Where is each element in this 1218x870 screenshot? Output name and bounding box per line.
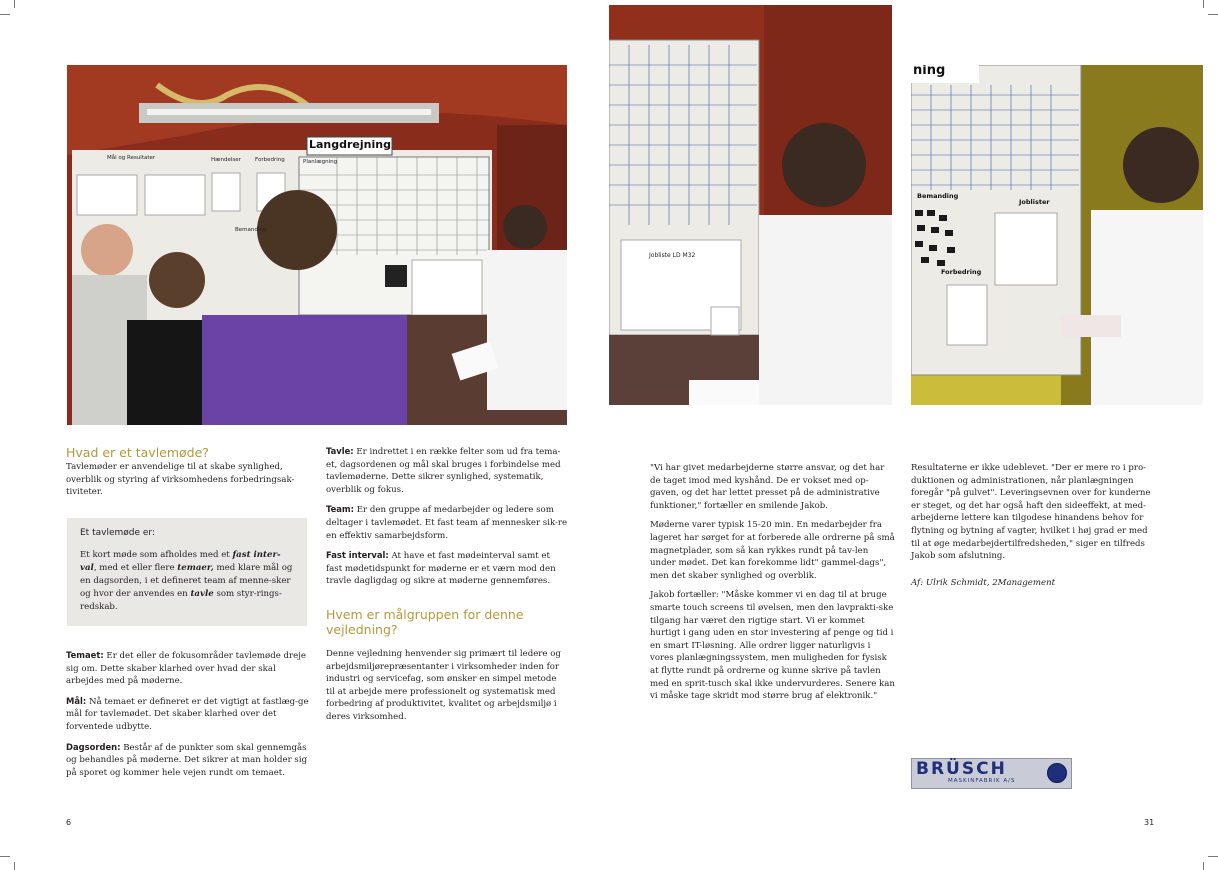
crop-mark (1208, 856, 1218, 857)
definition-box-text: Et kort møde som afholdes med et fast inter-val, med et eller flere temaer, med klare mål og en dagsorden, i et defineret team af menne-sker og hvor der anvendes en tavle som styr-rings-redskab. (80, 550, 293, 612)
quote-paragraph-2: Møderne varer typisk 15-20 min. En medarbejder fra lageret har sørget for at forberede alle ordrerne på små magnetplader, som så kan rykkes rundt på tav-len under mødet. Det kan forekomme lidt" gammel-dags", men det skaber synlighed og overblik. (650, 520, 895, 581)
board-title: Langdrejning (309, 138, 391, 151)
quote-paragraph-3: Jakob fortæller: "Måske kommer vi en dag til at bruge smarte touch screens til øvelsen, men den lavprakti-ske tilgang har været den rigtige start. Vi er kommet hurtigt i gang uden en stor investering af penge og tid i en smart IT-løsning. Alle ordrer ligger naturligvis i vores planlægningssystem, men muligheden for fysisk at flytte rundt på ordrerne og kunne skrive på tavlen med en sprit-tusch skal ikke undervurderes. Senere kan vi måske tage skridt mod større brug af elektronik." (650, 590, 895, 702)
crop-mark (0, 856, 10, 857)
results-paragraph: Resultaterne er ikke udeblevet. "Der er mere ro i pro-duktionen og administrationen, når planlægningen foregår "på gulvet". Leveringsevnen over for kunderne er steget, og det har også haft den sideeffekt, at med-arbejderne lettere kan tilgodese hinandens behov for flytning og bytning af vagter, hvilket i høj grad er med til at øge medarbejdertilfredsheden," siger en tilfreds Jakob som afslutning. (911, 463, 1151, 562)
crop-mark (1203, 0, 1204, 8)
board-label-haendelser: Hændelser (211, 157, 241, 163)
heading-target-group: Hvem er målgruppen for denne vejledning? (326, 607, 524, 637)
board-label-mal: Mål og Resultater (107, 155, 156, 161)
quote-paragraph-1: "Vi har givet medarbejderne større ansvar, og det har de taget imod med kyshånd. De er vokset med op-gaven, og det har lettet presset på de administrative funktioner," fortæller en smilende Jakob. (650, 463, 885, 511)
crop-mark (14, 0, 15, 8)
page-number-right: 31 (1144, 818, 1155, 827)
byline: Af: Ulrik Schmidt, 2Management (911, 577, 1056, 588)
board-label-bemanding-2: Bemanding (917, 192, 959, 200)
definition-box-title: Et tavlemøde er: (80, 528, 155, 538)
board-label-planlaegning: Planlægning (303, 159, 338, 165)
right-column-2 (911, 462, 1156, 596)
target-group-text: Denne vejledning henvender sig primært til ledere og arbejdsmiljørepræsentanter i virksomheder inden for industri og servicefag, som ønsker en simpel metode til at arbejde mere professionelt og systematisk med forbedring af produktivitet, kvalitet og arbejdsmiljø i deres virksomhed. (326, 649, 561, 722)
def-maal: Mål: Nå temaet er defineret er det vigtigt at fastlæg-ge mål for tavlemødet. Det skaber klarhed over det forventede udbytte. (66, 695, 309, 732)
logo-main: BRÜSCH (916, 759, 1007, 779)
crop-mark (1208, 14, 1218, 15)
heading-what-is: Hvad er et tavlemøde? (66, 445, 209, 460)
crop-mark (0, 14, 10, 15)
def-dagsorden: Dagsorden: Består af de punkter som skal gennemgås og behandles på møderne. Det sikrer at man holder sig på sporet og kommer hele vejen rundt om temaet. (66, 741, 308, 778)
logo-sub: MASKINFABRIK A/S (948, 778, 1016, 784)
def-tavle: Tavle: Er indrettet i en række felter som ud fra tema-et, dagsordenen og mål skal bruges i forbindelse med tavlemøderne. Dette sikrer synlighed, systematik, overblik og fokus. (326, 446, 561, 495)
brusch-logo (911, 758, 1072, 789)
definitions-left (66, 649, 310, 786)
def-fast-interval: Fast interval: At have et fast mødeinterval samt et fast mødetidspunkt for møderne er et værn mod den travle dagligdag og sikre at møderne gennemføres. (326, 550, 556, 587)
intro-text: Tavlemøder er anvendelige til at skabe synlighed, overblik og styring af virksomhedens forbedringsak-tiviteter. (66, 462, 295, 498)
board-label-forbedring-2: Forbedring (941, 268, 982, 276)
board-label-job: Jobliste LD M32 (649, 252, 696, 259)
right-photo-1 (609, 5, 892, 405)
board-label-forbedring: Forbedring (255, 157, 285, 163)
definition-box (67, 518, 307, 626)
definitions-right (326, 445, 568, 595)
board-label-bemanding: Bemanding (235, 227, 267, 233)
crop-mark (1203, 862, 1204, 870)
def-temaet: Temaet: Er det eller de fokusområder tavlemøde dreje sig om. Dette skaber klarhed over hvad der skal arbejdes med på møderne. (66, 650, 306, 687)
page-number-left: 6 (66, 818, 72, 827)
crop-mark (14, 862, 15, 870)
left-photo (67, 65, 567, 425)
board-label-joblister: Joblister (1019, 198, 1050, 206)
logo-emblem-icon (1047, 763, 1067, 783)
right-photo-2 (911, 65, 1203, 405)
right-column-1 (650, 462, 895, 710)
def-team: Team: Er den gruppe af medarbejder og ledere som deltager i tavlemødet. Et fast team af mennesker sik-re en effektiv samarbejdsform. (326, 504, 568, 541)
board-title-2: ning (913, 65, 946, 78)
